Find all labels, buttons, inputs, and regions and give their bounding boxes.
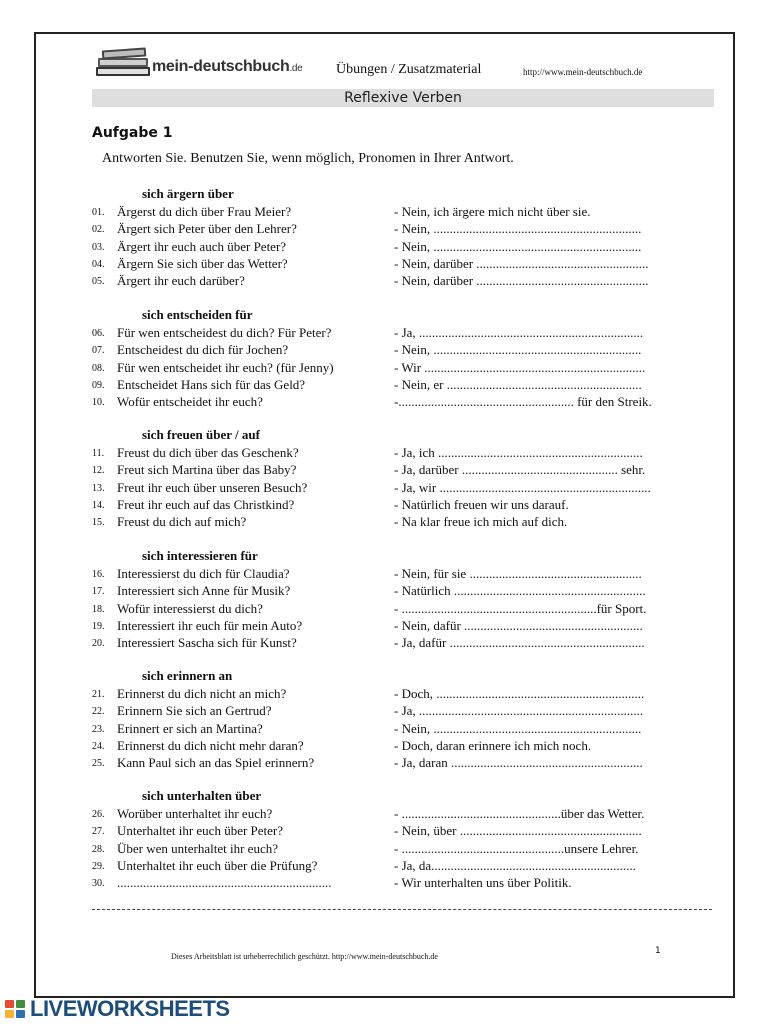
header-section: Übungen / Zusatzmaterial [336,62,482,77]
answer-field[interactable]: - Ja, dafür ............................................................ [394,635,645,651]
header-url[interactable]: http://www.mein-deutschbuch.de [523,67,643,77]
item-number: 04. [92,258,105,270]
question-text: Unterhaltet ihr euch über Peter? [117,823,284,839]
item-number: 12. [92,465,105,477]
exercise-row [92,479,712,496]
question-text: Erinnert er sich an Martina? [117,720,263,736]
exercise-row [92,238,712,255]
task-heading: Aufgabe 1 [92,125,173,141]
section-heading: sich unterhalten über [142,788,262,803]
exercise-row [92,634,712,651]
item-number: 01. [92,207,105,218]
answer-field[interactable]: - Natürlich ........................................................... [394,583,646,599]
item-number: 11. [92,448,105,459]
question-text: Erinnerst du dich nicht an mich? [117,686,287,701]
section-heading: sich ärgern über [142,186,234,201]
question-text: Entscheidet Hans sich für das Geld? [117,376,306,392]
answer-field[interactable]: - Nein, ................................................................ [394,720,642,736]
exercise-row [92,255,712,272]
answer-field[interactable]: - Ja, wir ................................................................. [394,479,651,495]
answer-field[interactable]: - Ja, da............................................................... [394,857,636,873]
liveworksheets-text: LIVEWORKSHEETS [30,996,230,1021]
item-number: 06. [92,328,105,339]
question-text: Ärgert ihr euch auch über Peter? [117,238,287,254]
exercise-row [92,840,712,857]
question-text: Ärgert sich Peter über den Lehrer? [117,221,297,237]
exercise-row [92,496,712,513]
question-text: Entscheidest du dich für Jochen? [117,342,289,358]
exercise-row [92,444,712,461]
answer-field[interactable]: - Nein, darüber ..................................................... [394,273,649,289]
exercise-row [92,702,712,719]
question-text: Freut ihr euch auf das Christkind? [117,496,295,512]
brand-logo-text: mein-deutschbuch.de [152,58,303,75]
answer-field[interactable]: - Nein, er ............................................................ [394,376,642,392]
question-text: Freust du dich auf mich? [117,514,247,530]
answer-field[interactable]: - Doch, daran erinnere ich mich noch. [394,737,592,753]
exercise-row [92,565,712,582]
item-number: 24. [92,740,105,752]
answer-field[interactable]: - Nein, darüber ..................................................... [394,255,649,271]
question-text: Kann Paul sich an das Spiel erinnern? [117,755,315,771]
section-heading: sich interessieren für [142,548,258,563]
item-number: 03. [92,241,105,253]
exercise-row [92,324,712,341]
item-number: 15. [92,517,105,529]
page-number: 1 [655,946,661,956]
exercise-row [92,805,712,822]
exercise-row [92,220,712,237]
answer-field[interactable]: - Ja, ..................................................................... [394,325,644,340]
item-number: 29. [92,860,105,872]
question-text: Interessierst du dich für Claudia? [117,566,290,581]
item-number: 02. [92,224,105,236]
answer-field[interactable]: - Nein, über ........................................................ [394,823,642,839]
instruction-text: Antworten Sie. Benutzen Sie, wenn möglich, Pronomen in Ihrer Antwort. [102,151,514,166]
question-text: Wofür interessierst du dich? [117,600,263,616]
liveworksheets-logo[interactable] [4,996,230,1022]
item-number: 05. [92,276,105,288]
answer-field[interactable]: - Nein, ................................................................ [394,221,642,237]
item-number: 08. [92,362,105,374]
question-text: Interessiert ihr euch für mein Auto? [117,617,303,633]
item-number: 21. [92,689,105,700]
question-text: Interessiert Sascha sich für Kunst? [117,635,297,651]
item-number: 25. [92,758,105,770]
answer-field[interactable]: - ..................................................unsere Lehrer. [394,840,639,856]
section-heading: sich erinnern an [142,668,233,683]
exercise-row [92,874,712,891]
question-text: Ärgerst du dich über Frau Meier? [117,204,292,219]
liveworksheets-icon [4,998,26,1020]
question-text: Wofür entscheidet ihr euch? [117,394,263,410]
item-number: 23. [92,723,105,735]
exercise-row [92,359,712,376]
item-number: 26. [92,809,105,820]
question-text: Erinnern Sie sich an Gertrud? [117,703,272,719]
question-text: Ärgert ihr euch darüber? [117,273,245,289]
answer-field[interactable]: - Ja, ..................................................................... [394,703,644,719]
answer-field[interactable]: - Nein, für sie ..................................................... [394,566,642,581]
exercise-row [92,685,712,702]
exercise-row [92,272,712,289]
item-number: 16. [92,569,105,580]
exercise-row [92,582,712,599]
footer-copyright: Dieses Arbeitsblatt ist urheberrechtlich geschützt. http://www.mein-deutschbuch.de [171,952,438,961]
exercise-row [92,737,712,754]
answer-field[interactable]: -...................................................... für den Streik. [394,394,652,410]
question-text: Ärgern Sie sich über das Wetter? [117,255,288,271]
question-text: Unterhaltet ihr euch über die Prüfung? [117,857,318,873]
section-heading: sich entscheiden für [142,307,253,322]
question-text: Freust du dich über das Geschenk? [117,445,299,460]
item-number: 30. [92,878,105,890]
item-number: 27. [92,826,105,838]
answer-field[interactable]: - Ja, daran ........................................................... [394,755,643,771]
exercise-row [92,822,712,839]
question-text: Für wen entscheidest du dich? Für Peter? [117,325,332,340]
answer-field[interactable]: - Nein, ich ärgere mich nicht über sie. [394,204,591,219]
footer-divider [92,909,712,910]
exercise-row [92,720,712,737]
answer-field[interactable]: - Ja, darüber ................................................ sehr. [394,462,646,478]
answer-field[interactable]: - Nein, ................................................................ [394,238,642,254]
item-number: 10. [92,397,105,409]
exercise-row [92,376,712,393]
question-text: Freut sich Martina über das Baby? [117,462,297,478]
books-logo-icon [94,44,154,78]
item-number: 22. [92,706,105,718]
answer-field[interactable]: - Natürlich freuen wir uns darauf. [394,496,569,512]
item-number: 14. [92,499,105,511]
question-text: Erinnerst du dich nicht mehr daran? [117,737,304,753]
question-text: Für wen entscheidet ihr euch? (für Jenny) [117,359,334,375]
answer-field[interactable]: - Ja, ich ............................................................... [394,445,643,460]
page-title: Reflexive Verben [92,89,714,107]
answer-field[interactable]: - Wir unterhalten uns über Politik. [394,875,572,891]
question-text: Über wen unterhaltet ihr euch? [117,840,278,856]
answer-field[interactable]: - ............................................................für Sport. [394,600,647,616]
answer-field[interactable]: - Wir .................................................................... [394,359,646,375]
question-text: Freut ihr euch über unseren Besuch? [117,479,308,495]
section-heading: sich freuen über / auf [142,427,260,442]
question-text: .................................................................. [117,875,332,891]
answer-field[interactable]: - Nein, dafür ....................................................... [394,617,643,633]
exercise-row [92,203,712,220]
item-number: 20. [92,638,105,650]
exercise-row [92,600,712,617]
item-number: 07. [92,345,105,357]
answer-field[interactable]: - .................................................über das Wetter. [394,806,645,821]
exercise-row [92,857,712,874]
item-number: 19. [92,620,105,632]
exercise-row [92,461,712,478]
exercise-row [92,393,712,410]
item-number: 17. [92,586,105,598]
answer-field[interactable]: - Doch, ................................................................ [394,686,645,701]
answer-field[interactable]: - Nein, ................................................................ [394,342,642,358]
item-number: 09. [92,379,105,391]
exercise-row [92,513,712,530]
question-text: Worüber unterhaltet ihr euch? [117,806,273,821]
question-text: Interessiert sich Anne für Musik? [117,583,291,599]
answer-field[interactable]: - Na klar freue ich mich auf dich. [394,514,568,530]
exercise-row [92,341,712,358]
exercise-row [92,754,712,771]
exercise-row [92,617,712,634]
item-number: 18. [92,603,105,615]
item-number: 13. [92,482,105,494]
item-number: 28. [92,843,105,855]
